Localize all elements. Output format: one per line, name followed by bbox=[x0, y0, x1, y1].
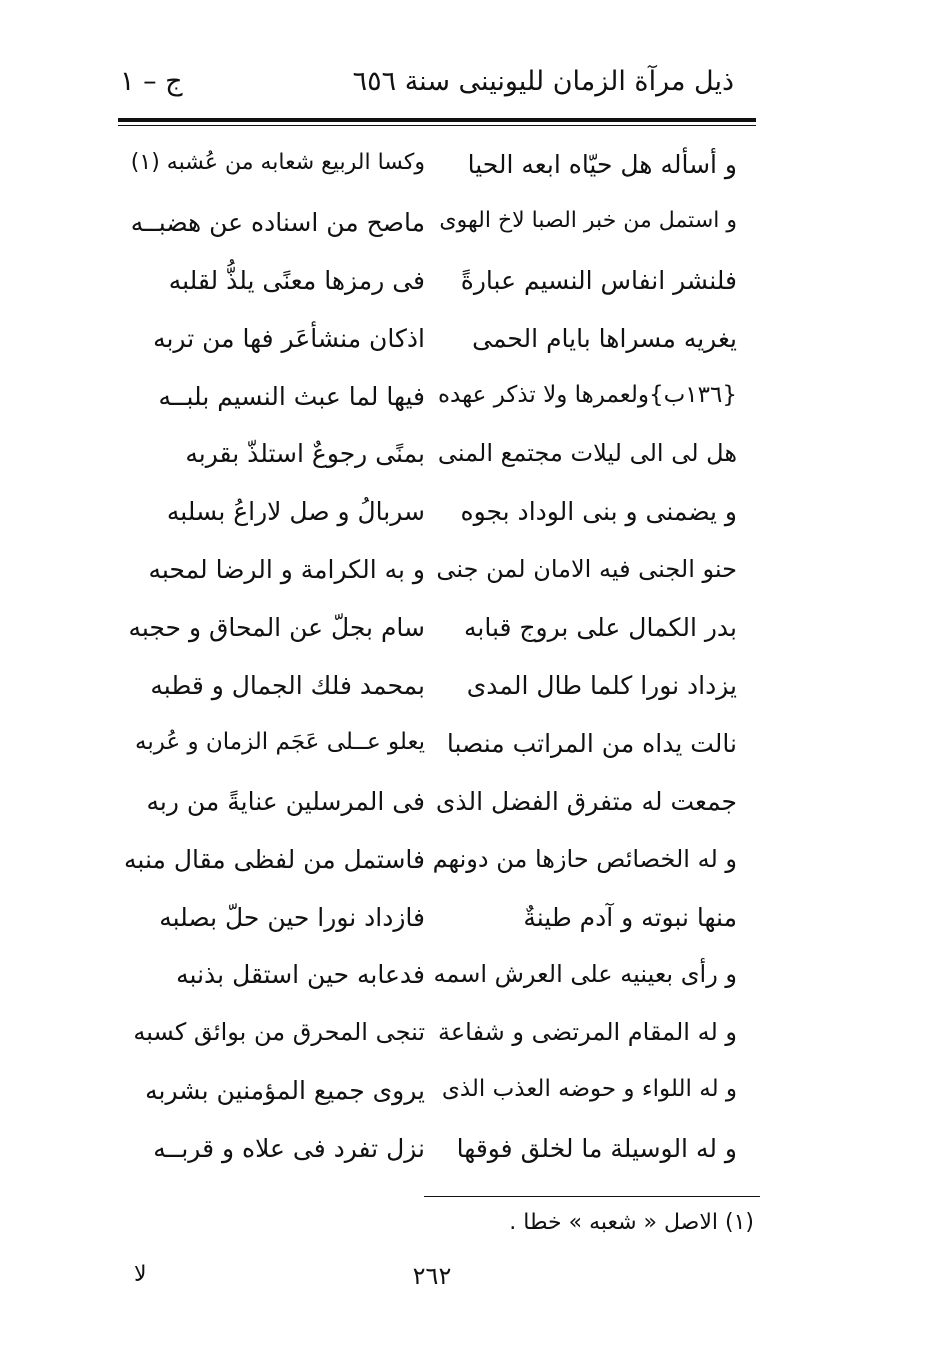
first-hemistich: و له اللواء و حوضه العذب الذى bbox=[441, 1076, 737, 1103]
verse-line bbox=[125, 204, 737, 262]
first-hemistich: نالت يداه من المراتب منصبا bbox=[446, 728, 737, 758]
second-hemistich: نزل تفرد فى علاه و قربــه bbox=[153, 1134, 425, 1164]
first-hemistich: منها نبوته و آدم طينةٌ bbox=[523, 902, 737, 932]
verse-line bbox=[125, 435, 737, 493]
first-hemistich: {١٣٦ب}ولعمرها ولا تذكر عهده bbox=[437, 381, 737, 408]
verse-line bbox=[125, 725, 737, 783]
header-rule-thin bbox=[118, 125, 756, 126]
second-hemistich: ماصح من اسناده عن هضبــه bbox=[130, 207, 425, 237]
verse-line bbox=[125, 1014, 737, 1072]
verse-line bbox=[125, 667, 737, 725]
verse-line bbox=[125, 956, 737, 1014]
verse-line bbox=[125, 146, 737, 204]
running-title: ذيل مرآة الزمان لليونينى سنة ٦٥٦ bbox=[352, 66, 734, 97]
running-header bbox=[120, 62, 734, 102]
first-hemistich: يغريه مسراها بايام الحمى bbox=[472, 323, 737, 353]
first-hemistich: يزداد نورا كلما طال المدى bbox=[466, 671, 737, 701]
first-hemistich: و يضمنى و بنى الوداد بجوه bbox=[460, 497, 737, 527]
first-hemistich: بدر الكمال على بروج قبابه bbox=[463, 613, 737, 643]
second-hemistich: بمحمد فلك الجمال و قطبه bbox=[150, 671, 425, 701]
verse-line bbox=[125, 378, 737, 436]
second-hemistich: سام بجلّ عن المحاق و حجبه bbox=[128, 613, 425, 643]
verse-line bbox=[125, 783, 737, 841]
first-hemistich: و له الخصائص حازها من دونهم bbox=[432, 844, 737, 873]
page-number: ٢٦٢ bbox=[412, 1262, 452, 1290]
verse-line bbox=[125, 1072, 737, 1130]
verse-line bbox=[125, 493, 737, 551]
first-hemistich: و استمل من خبر الصبا لاخ الهوى bbox=[439, 207, 737, 233]
verse-line bbox=[125, 262, 737, 320]
footnote-separator bbox=[424, 1196, 760, 1197]
volume-number: ج – ١ bbox=[120, 66, 183, 97]
first-hemistich: و له الوسيلة ما لخلق فوقها bbox=[456, 1134, 737, 1164]
verse-line bbox=[125, 899, 737, 957]
second-hemistich: فيها لما عبث النسيم بلبــه bbox=[158, 381, 425, 411]
verse-line bbox=[125, 551, 737, 609]
header-rule-thick bbox=[118, 118, 756, 122]
second-hemistich: يروى جميع المؤمنين بشربه bbox=[145, 1076, 425, 1106]
second-hemistich: تنجى المحرق من بوائق كسبه bbox=[133, 1018, 425, 1047]
verse-line bbox=[125, 1130, 737, 1188]
footnote: (١) الاصل « شعبه » خطا . bbox=[509, 1210, 754, 1235]
second-hemistich: فاستمل من لفظى مقال منبه bbox=[124, 844, 425, 874]
second-hemistich: اذكان منشأعَر فها من تربه bbox=[153, 323, 425, 353]
first-hemistich: فلنشر انفاس النسيم عبارةً bbox=[460, 265, 737, 295]
second-hemistich: يعلو عــلى عَجَم الزمان و عُربه bbox=[135, 728, 425, 755]
verse-line bbox=[125, 841, 737, 899]
first-hemistich: جمعت له متفرق الفضل الذى bbox=[435, 786, 737, 816]
signature-mark: لا bbox=[134, 1262, 147, 1287]
first-hemistich: و له المقام المرتضى و شفاعة bbox=[437, 1018, 737, 1047]
second-hemistich: بمنًى رجوعٌ استلذّ بقربه bbox=[185, 439, 425, 469]
second-hemistich: سربالُ و صل لاراعُ بسلبه bbox=[166, 497, 425, 527]
first-hemistich: و أسأله هل حيّاه ابعه الحيا bbox=[467, 150, 737, 179]
second-hemistich: و به الكرامة و الرضا لمحبه bbox=[148, 555, 425, 585]
verse-line bbox=[125, 320, 737, 378]
first-hemistich: حنو الجنى فيه الامان لمن جنى bbox=[436, 555, 737, 584]
second-hemistich: فى المرسلين عنايةً من ربه bbox=[146, 786, 425, 816]
poem-body bbox=[125, 146, 737, 1188]
second-hemistich: فدعابه حين استقل بذنبه bbox=[176, 960, 425, 990]
first-hemistich: هل لى الى ليلات مجتمع المنى bbox=[437, 439, 737, 468]
second-hemistich: وكسا الربيع شعابه من عُشبه (١) bbox=[130, 150, 425, 175]
second-hemistich: فى رمزها معنًى يلذُّ لقلبه bbox=[168, 265, 425, 295]
verse-line bbox=[125, 609, 737, 667]
first-hemistich: و رأى بعينيه على العرش اسمه bbox=[433, 960, 737, 989]
second-hemistich: فازداد نورا حين حلّ بصلبه bbox=[159, 902, 425, 932]
